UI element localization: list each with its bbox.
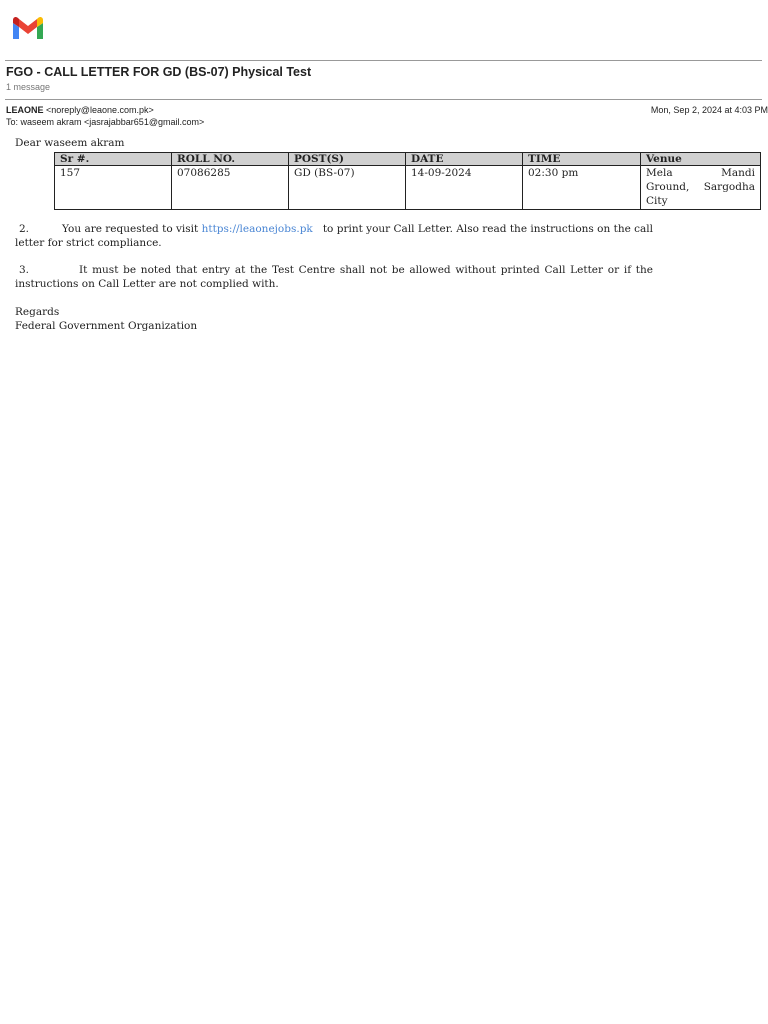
sender-email: <noreply@leaone.com.pk> <box>46 105 154 115</box>
gmail-logo-icon <box>11 15 45 41</box>
header-divider <box>5 60 762 61</box>
letter-body <box>15 137 653 151</box>
header-roll-no: ROLL NO. <box>172 153 289 166</box>
cell-date: 14-09-2024 <box>406 166 523 210</box>
header-date: DATE <box>406 153 523 166</box>
cell-sr: 157 <box>55 166 172 210</box>
message-count: 1 message <box>6 82 51 92</box>
closing <box>15 306 197 334</box>
cell-roll-no: 07086285 <box>172 166 289 210</box>
email-date: Mon, Sep 2, 2024 at 4:03 PM <box>650 105 768 115</box>
subject-divider <box>5 99 762 100</box>
cell-post: GD (BS-07) <box>289 166 406 210</box>
regards-text: Regards <box>15 306 60 318</box>
paragraph-2-text-before: You are requested to visit <box>62 223 202 235</box>
table-header-row <box>55 153 761 166</box>
cell-time: 02:30 pm <box>523 166 641 210</box>
paragraph-3-number: 3. <box>19 264 30 276</box>
email-subject: FGO - CALL LETTER FOR GD (BS-07) Physical Test <box>6 65 312 79</box>
paragraph-2-text-after: to print your Call Letter. Also read the instructions on the call letter for strict compliance. <box>15 223 653 249</box>
greeting: Dear waseem akram <box>15 137 125 149</box>
cell-venue: Mela Mandi Ground, Sargodha City <box>641 166 761 210</box>
recipient: To: waseem akram <jasrajabbar651@gmail.com> <box>6 117 205 127</box>
sender-name: LEAONE <box>6 105 44 115</box>
paragraph-2-number: 2. <box>19 223 30 235</box>
signature-text: Federal Government Organization <box>15 319 198 332</box>
paragraph-3-text: It must be noted that entry at the Test Centre shall not be allowed without printed Call Letter or if the instructions on Call Letter are not complied with. <box>15 264 653 290</box>
header-time: TIME <box>523 153 641 166</box>
sender <box>6 105 154 115</box>
header-posts: POST(S) <box>289 153 406 166</box>
header-sr: Sr #. <box>55 153 172 166</box>
paragraph-3 <box>15 264 653 292</box>
paragraph-2 <box>15 223 653 251</box>
header-venue: Venue <box>641 153 761 166</box>
table-row <box>55 166 761 210</box>
leaonejobs-link[interactable]: https://leaonejobs.pk <box>201 223 313 235</box>
call-letter-table <box>54 152 761 210</box>
